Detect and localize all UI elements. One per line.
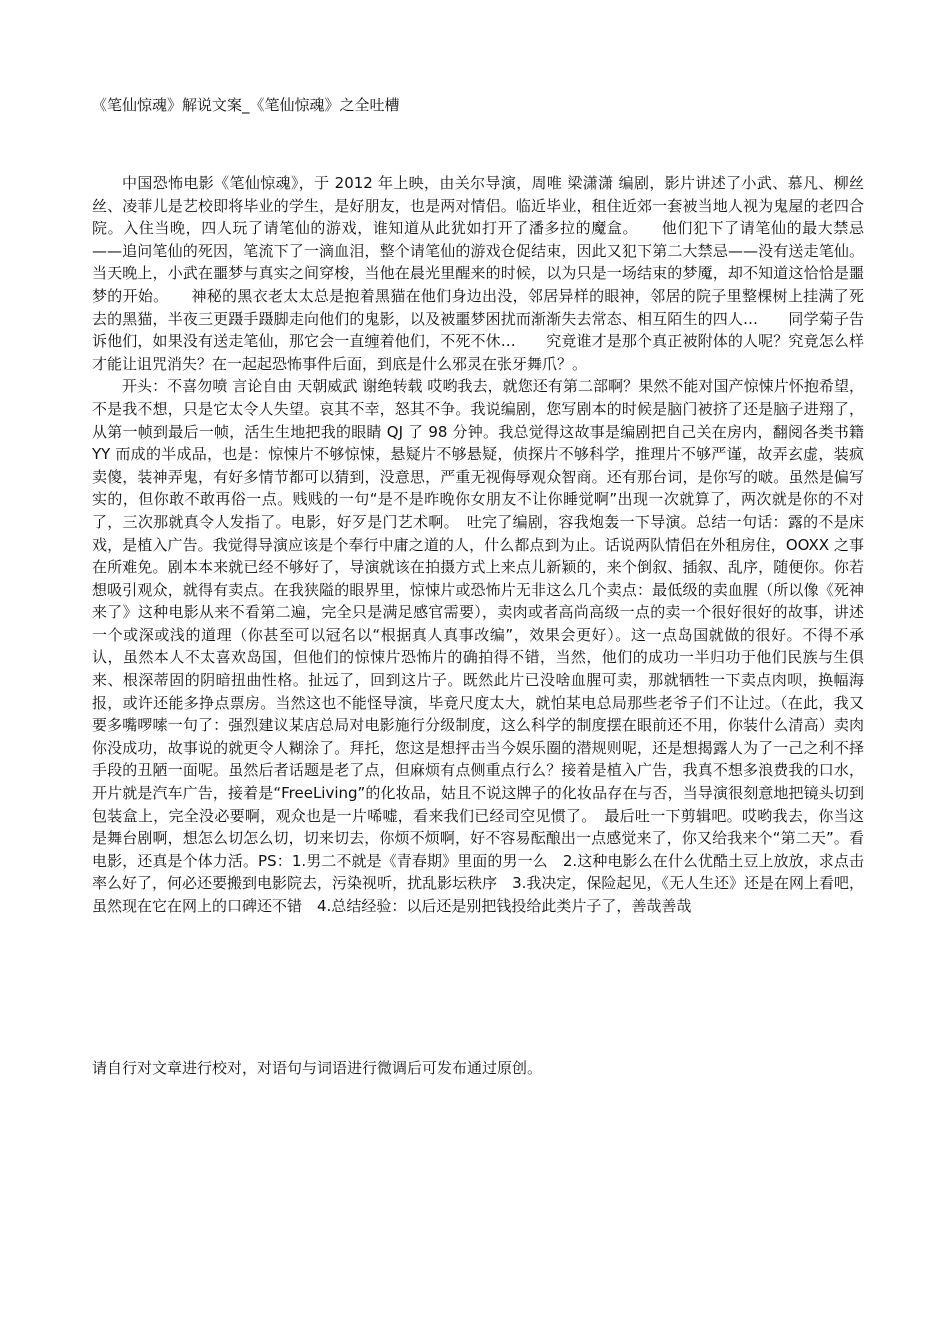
synopsis-paragraph: 中国恐怖电影《笔仙惊魂》，于 2012 年上映，由关尔导演，周唯 梁潇潇 编剧，影片讲述了小武、慕凡、柳丝丝、凌菲儿是艺校即将毕业的学生，是好朋友，也是两对情侣。临近毕业，租住近郊一套被当地人视为鬼屋的老四合院。入住当晚，四人玩了请笔仙的游戏，谁知道从此犹如打开了潘多拉的魔盒。 他们犯下了请笔仙的最大禁忌——追问笔仙的死因，笔流下了一滴血泪，整个请笔仙的游戏仓促结束，因此又犯下第二大禁忌——没有送走笔仙。当天晚上，小武在噩梦与真实之间穿梭，当他在晨光里醒来的时候，以为只是一场结束的梦魇，却不知道这恰恰是噩梦的开始。 神秘的黑衣老太太总是抱着黑猫在他们身边出没，邻居异样的眼神，邻居的院子里整棵树上挂满了死去的黑猫，半夜三更蹑手蹑脚走向他们的鬼影，以及被噩梦困扰而渐渐失去常态、相互陌生的四人… 同学菊子告诉他们，如果没有送走笔仙，那它会一直缠着他们，不死不休… 究竟谁才是那个真正被附体的人呢？究竟怎么样才能让诅咒消失？在一起起恐怖事件后面，到底是什么邪灵在张牙舞爪？。 bbox=[92, 174, 864, 373]
article-body bbox=[92, 172, 864, 918]
document-title: 《笔仙惊魂》解说文案_《笔仙惊魂》之全吐槽 bbox=[92, 96, 400, 114]
review-paragraph: 开头：不喜勿喷 言论自由 天朝威武 谢绝转载 哎哟我去，就您还有第二部啊？果然不能对国产惊悚片怀抱希望，不是我不想，只是它太令人失望。哀其不幸，怒其不争。我说编剧，您写剧本的时候是脑门被挤了还是脑子进翔了，从第一帧到最后一帧，活生生地把我的眼睛 QJ 了 98 分钟。我总觉得这故事是编剧把自己关在房内，翻阅各类书籍 YY 而成的半成品，也是：惊悚片不够惊悚，悬疑片不够悬疑，侦探片不够科学，推理片不够严谨，故弄玄虚，装疯卖傻，装神弄鬼，有好多情节都可以猜到，没意思，严重无视侮辱观众智商。还有那台词，是你写的啵。虽然是偏写实的，但你敢不敢再俗一点。贱贱的一句“是不是昨晚你女朋友不让你睡觉啊”出现一次就算了，两次就是你的不对了，三次那就真令人发指了。电影，好歹是门艺术啊。 吐完了编剧，容我炮轰一下导演。总结一句话：露的不是床戏，是植入广告。我觉得导演应该是个奉行中庸之道的人，什么都点到为止。话说两队情侣在外租房住，OOXX 之事在所难免。剧本本来就已经不够好了，导演就该在拍摄方式上来点儿新颖的，来个倒叙、插叙、乱序，随便你。你若想吸引观众，就得有卖点。在我狭隘的眼界里，惊悚片或恐怖片无非这么几个卖点：最低级的卖血腥（所以像《死神来了》这种电影从来不看第二遍，完全只是满足感官需要），卖肉或者高尚高级一点的卖一个很好很好的故事，讲述一个或深或浅的道理（你甚至可以冠名以“根据真人真事改编”，效果会更好）。这一点岛国就做的很好。不得不承认，虽然本人不太喜欢岛国，但他们的惊悚片恐怖片的确拍得不错，当然，他们的成功一半归功于他们民族与生俱来、根深蒂固的阴暗扭曲性格。扯远了，回到这片子。既然此片已没啥血腥可卖，那就牺牲一下卖点肉呗，换幅海报，或许还能多挣点票房。当然这也不能怪导演，毕竟尺度太大，就怕某电总局那些老爷子们不让过。（在此，我又要多嘴啰嗦一句了：强烈建议某店总局对电影施行分级制度，这么科学的制度摆在眼前还不用，你装什么清高）卖肉你没成功，故事说的就更令人糊涂了。拜托，您这是想抨击当今娱乐圈的潜规则呢，还是想揭露人为了一己之利不择手段的丑陋一面呢。虽然后者话题是老了点，但麻烦有点侧重点行么？接着是植入广告，我真不想多浪费我的口水，开片就是汽车广告，接着是“FreeLiving”的化妆品，姑且不说这牌子的化妆品存在与否，当导演很刻意地把镜头切到包装盒上，完全没必要啊，观众也是一片唏嘘，看来我们已经司空见惯了。 最后吐一下剪辑吧。哎哟我去，你当这是舞台剧啊，想怎么切怎么切，切来切去，你烦不烦啊，好不容易酝酿出一点感觉来了，你又给我来个“第二天”。看电影，还真是个体力活。PS：1.男二不就是《青春期》里面的男一么 2.这种电影么在什么优酷土豆上放放，求点击率么好了，何必还要搬到电影院去，污染视听，扰乱影坛秩序 3.我决定，保险起见，《无人生还》还是在网上看吧，虽然现在它在网上的口碑还不错 4.总结经验：以后还是别把钱投给此类片子了，善哉善哉 bbox=[92, 377, 864, 915]
footer-note: 请自行对文章进行校对，对语句与词语进行微调后可发布通过原创。 bbox=[92, 1059, 543, 1077]
